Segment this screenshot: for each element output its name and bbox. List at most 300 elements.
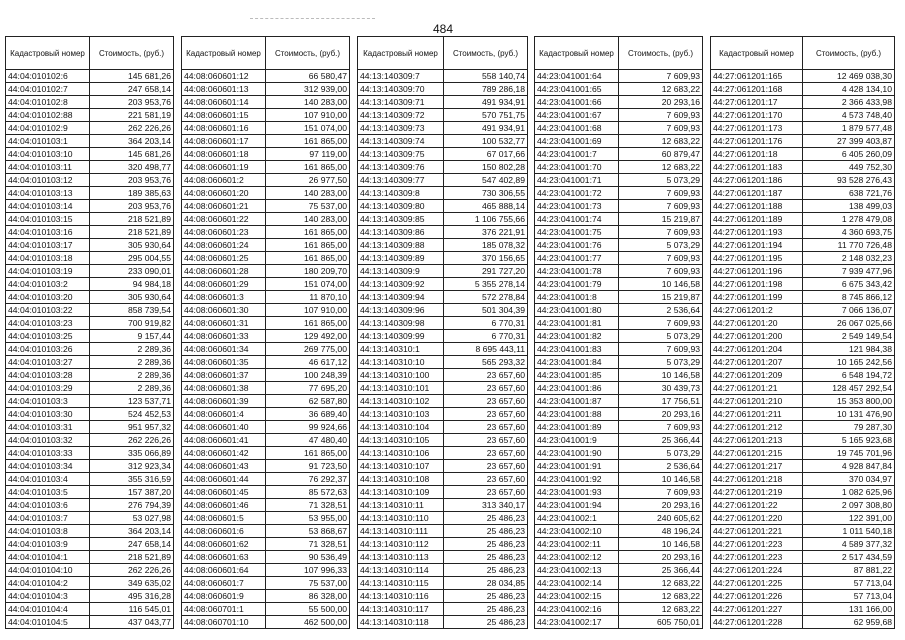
table-row <box>711 590 895 603</box>
cadastral-number: 44:04:010103:16 <box>6 226 90 239</box>
cost-value: 140 283,00 <box>266 96 350 109</box>
cadastral-number: 44:27:061201:218 <box>711 473 803 486</box>
table-row <box>6 226 174 239</box>
table-row <box>711 538 895 551</box>
cadastral-number: 44:27:061201:168 <box>711 83 803 96</box>
table-row <box>711 460 895 473</box>
table-row <box>182 434 350 447</box>
table-row <box>358 564 528 577</box>
cadastral-number: 44:23:041001:66 <box>535 96 619 109</box>
table-row <box>711 408 895 421</box>
cost-value: 116 545,01 <box>90 603 174 616</box>
cost-value: 180 209,70 <box>266 265 350 278</box>
cadastral-number: 44:13:140310:113 <box>358 551 444 564</box>
cost-value: 76 292,37 <box>266 473 350 486</box>
cadastral-number: 44:23:041001:88 <box>535 408 619 421</box>
cost-value: 20 293,16 <box>619 499 703 512</box>
table-row <box>6 83 174 96</box>
cost-value: 7 609,93 <box>619 70 703 83</box>
cadastral-number: 44:04:010104:1 <box>6 551 90 564</box>
table-row <box>182 109 350 122</box>
table-row <box>6 395 174 408</box>
table-row <box>711 291 895 304</box>
cadastral-table-4 <box>534 36 703 629</box>
cadastral-number: 44:04:010103:25 <box>6 330 90 343</box>
table-row <box>358 343 528 356</box>
cost-value: 5 073,29 <box>619 330 703 343</box>
cost-value: 313 340,17 <box>444 499 528 512</box>
cadastral-number: 44:23:041001:89 <box>535 421 619 434</box>
cost-value: 100 532,77 <box>444 135 528 148</box>
table-row <box>182 70 350 83</box>
table-row <box>711 70 895 83</box>
cadastral-number: 44:08:060601:43 <box>182 460 266 473</box>
cost-value: 1 082 625,96 <box>803 486 895 499</box>
cost-value: 335 066,89 <box>90 447 174 460</box>
cost-value: 262 226,26 <box>90 122 174 135</box>
cadastral-number: 44:04:010103:22 <box>6 304 90 317</box>
cadastral-number: 44:08:060601:41 <box>182 434 266 447</box>
table-row <box>182 122 350 135</box>
table-row <box>711 577 895 590</box>
cost-value: 10 146,58 <box>619 369 703 382</box>
cost-value: 6 405 260,09 <box>803 148 895 161</box>
cost-value: 11 870,10 <box>266 291 350 304</box>
cost-value: 6 548 194,72 <box>803 369 895 382</box>
table-row <box>358 577 528 590</box>
header-row <box>6 37 174 70</box>
table-row <box>711 213 895 226</box>
cadastral-number: 44:08:060601:21 <box>182 200 266 213</box>
cadastral-number: 44:13:140310:10 <box>358 356 444 369</box>
table-row <box>358 395 528 408</box>
cadastral-number: 44:27:061201:170 <box>711 109 803 122</box>
cadastral-number: 44:23:041001:86 <box>535 382 619 395</box>
cost-value: 71 328,51 <box>266 538 350 551</box>
cadastral-number: 44:13:140310:117 <box>358 603 444 616</box>
table-row <box>711 343 895 356</box>
table-row <box>358 473 528 486</box>
table-row <box>182 486 350 499</box>
cadastral-number: 44:04:010103:30 <box>6 408 90 421</box>
table-row <box>535 460 703 473</box>
cadastral-number: 44:04:010102:6 <box>6 70 90 83</box>
header-row <box>535 37 703 70</box>
cadastral-number: 44:13:140310:104 <box>358 421 444 434</box>
cost-value: 2 536,64 <box>619 460 703 473</box>
cost-value: 27 399 403,87 <box>803 135 895 148</box>
cost-value: 218 521,89 <box>90 226 174 239</box>
cadastral-number: 44:27:061201:217 <box>711 460 803 473</box>
cost-value: 547 402,89 <box>444 174 528 187</box>
table-row <box>711 421 895 434</box>
table-row <box>358 382 528 395</box>
cadastral-number: 44:27:061201:196 <box>711 265 803 278</box>
cadastral-number: 44:13:140309:72 <box>358 109 444 122</box>
table-row <box>6 603 174 616</box>
table-row <box>358 460 528 473</box>
cost-value: 23 657,60 <box>444 434 528 447</box>
table-row <box>535 499 703 512</box>
cadastral-number: 44:23:041001:70 <box>535 161 619 174</box>
cadastral-number: 44:13:140310:107 <box>358 460 444 473</box>
table-row <box>535 616 703 629</box>
table-row <box>535 135 703 148</box>
cost-value: 99 924,66 <box>266 421 350 434</box>
cadastral-number: 44:23:041001:71 <box>535 174 619 187</box>
cost-value: 15 219,87 <box>619 213 703 226</box>
cost-value: 138 499,03 <box>803 200 895 213</box>
table-row <box>6 70 174 83</box>
table-row <box>6 577 174 590</box>
cost-value: 12 683,22 <box>619 161 703 174</box>
cost-value: 25 486,23 <box>444 603 528 616</box>
cost-value: 12 683,22 <box>619 83 703 96</box>
cost-value: 161 865,00 <box>266 135 350 148</box>
cost-value: 10 165 242,56 <box>803 356 895 369</box>
table-row <box>711 148 895 161</box>
cadastral-number: 44:08:060601:34 <box>182 343 266 356</box>
cadastral-number: 44:04:010103:9 <box>6 538 90 551</box>
table-row <box>358 70 528 83</box>
table-row <box>6 252 174 265</box>
cost-value: 12 683,22 <box>619 577 703 590</box>
cadastral-number: 44:27:061201:188 <box>711 200 803 213</box>
cost-value: 150 802,28 <box>444 161 528 174</box>
cadastral-number: 44:04:010103:14 <box>6 200 90 213</box>
table-row <box>535 83 703 96</box>
cadastral-number: 44:23:041001:9 <box>535 434 619 447</box>
cadastral-table-2 <box>181 36 350 629</box>
cadastral-number: 44:27:061201:224 <box>711 564 803 577</box>
table-row <box>6 447 174 460</box>
table-row <box>358 551 528 564</box>
cadastral-number: 44:13:140310:118 <box>358 616 444 629</box>
cost-value: 62 587,80 <box>266 395 350 408</box>
cadastral-number: 44:08:060601:28 <box>182 265 266 278</box>
cadastral-number: 44:13:140309:7 <box>358 70 444 83</box>
cost-value: 7 609,93 <box>619 317 703 330</box>
cost-value: 491 934,91 <box>444 96 528 109</box>
cost-value: 218 521,89 <box>90 213 174 226</box>
cadastral-table-1 <box>5 36 174 629</box>
cadastral-number: 44:08:060701:1 <box>182 603 266 616</box>
cadastral-number: 44:08:060601:3 <box>182 291 266 304</box>
cadastral-number: 44:08:060601:18 <box>182 148 266 161</box>
table-row <box>711 369 895 382</box>
cost-value: 87 881,22 <box>803 564 895 577</box>
header-row <box>358 37 528 70</box>
cadastral-number: 44:13:140310:114 <box>358 564 444 577</box>
cost-value: 12 683,22 <box>619 135 703 148</box>
cadastral-number: 44:23:041001:87 <box>535 395 619 408</box>
table-row <box>535 122 703 135</box>
header-cost: Стоимость, (руб.) <box>90 37 174 70</box>
table-row <box>358 538 528 551</box>
table-row <box>711 356 895 369</box>
cost-value: 129 492,00 <box>266 330 350 343</box>
header-row <box>711 37 895 70</box>
table-row <box>358 252 528 265</box>
cadastral-number: 44:23:041001:93 <box>535 486 619 499</box>
cadastral-number: 44:27:061201:193 <box>711 226 803 239</box>
cost-value: 7 609,93 <box>619 109 703 122</box>
cost-value: 605 750,01 <box>619 616 703 629</box>
cost-value: 565 293,32 <box>444 356 528 369</box>
cadastral-number: 44:13:140309:85 <box>358 213 444 226</box>
table-row <box>711 187 895 200</box>
cadastral-number: 44:04:010103:33 <box>6 447 90 460</box>
cadastral-number: 44:27:061201:198 <box>711 278 803 291</box>
cost-value: 161 865,00 <box>266 161 350 174</box>
cadastral-number: 44:13:140309:8 <box>358 187 444 200</box>
table-row <box>711 135 895 148</box>
cost-value: 25 486,23 <box>444 564 528 577</box>
cost-value: 4 589 377,32 <box>803 538 895 551</box>
table-row <box>6 460 174 473</box>
table-row <box>535 291 703 304</box>
table-row <box>6 317 174 330</box>
cost-value: 5 073,29 <box>619 447 703 460</box>
cost-value: 218 521,89 <box>90 551 174 564</box>
cadastral-number: 44:27:061201:194 <box>711 239 803 252</box>
table-row <box>182 382 350 395</box>
cadastral-number: 44:04:010103:18 <box>6 252 90 265</box>
table-row <box>182 512 350 525</box>
table-row <box>182 421 350 434</box>
table-row <box>182 148 350 161</box>
cost-value: 86 328,00 <box>266 590 350 603</box>
cadastral-number: 44:08:060601:13 <box>182 83 266 96</box>
table-row <box>711 200 895 213</box>
cadastral-number: 44:27:061201:22 <box>711 499 803 512</box>
cadastral-number: 44:23:041002:15 <box>535 590 619 603</box>
cost-value: 75 537,00 <box>266 200 350 213</box>
table-row <box>6 473 174 486</box>
cadastral-number: 44:13:140309:9 <box>358 265 444 278</box>
cadastral-number: 44:04:010103:4 <box>6 473 90 486</box>
cadastral-number: 44:04:010103:11 <box>6 161 90 174</box>
table-row <box>535 109 703 122</box>
cost-value: 4 928 847,84 <box>803 460 895 473</box>
cadastral-number: 44:13:140309:94 <box>358 291 444 304</box>
cadastral-number: 44:08:060601:14 <box>182 96 266 109</box>
cadastral-number: 44:27:061201:189 <box>711 213 803 226</box>
table-row <box>535 213 703 226</box>
cost-value: 107 996,33 <box>266 564 350 577</box>
table-row <box>358 304 528 317</box>
table-row <box>6 278 174 291</box>
table-row <box>358 109 528 122</box>
cost-value: 8 745 866,12 <box>803 291 895 304</box>
cost-value: 53 868,67 <box>266 525 350 538</box>
cadastral-number: 44:23:041001:94 <box>535 499 619 512</box>
cadastral-number: 44:23:041001:92 <box>535 473 619 486</box>
table-row <box>711 122 895 135</box>
cost-value: 25 366,44 <box>619 564 703 577</box>
cost-value: 376 221,91 <box>444 226 528 239</box>
cost-value: 12 683,22 <box>619 590 703 603</box>
cost-value: 25 486,23 <box>444 525 528 538</box>
cost-value: 203 953,76 <box>90 200 174 213</box>
cadastral-number: 44:13:140310:116 <box>358 590 444 603</box>
cost-value: 203 953,76 <box>90 174 174 187</box>
cadastral-number: 44:08:060601:15 <box>182 109 266 122</box>
table-row <box>6 96 174 109</box>
cadastral-number: 44:23:041002:12 <box>535 551 619 564</box>
table-row <box>711 525 895 538</box>
cost-value: 2 097 308,80 <box>803 499 895 512</box>
table-row <box>358 499 528 512</box>
cost-value: 55 500,00 <box>266 603 350 616</box>
cadastral-number: 44:04:010103:27 <box>6 356 90 369</box>
cadastral-number: 44:23:041001:68 <box>535 122 619 135</box>
cost-value: 28 034,85 <box>444 577 528 590</box>
cadastral-number: 44:27:061201:204 <box>711 343 803 356</box>
table-row <box>182 317 350 330</box>
cost-value: 449 752,30 <box>803 161 895 174</box>
cadastral-number: 44:23:041001:81 <box>535 317 619 330</box>
cadastral-number: 44:04:010102:88 <box>6 109 90 122</box>
cost-value: 145 681,26 <box>90 70 174 83</box>
cost-value: 221 581,19 <box>90 109 174 122</box>
cadastral-number: 44:08:060601:64 <box>182 564 266 577</box>
cost-value: 349 635,02 <box>90 577 174 590</box>
table-row <box>182 252 350 265</box>
cadastral-number: 44:08:060601:19 <box>182 161 266 174</box>
top-rule <box>250 18 375 19</box>
cost-value: 2 366 433,98 <box>803 96 895 109</box>
cost-value: 638 721,76 <box>803 187 895 200</box>
cost-value: 46 617,12 <box>266 356 350 369</box>
cadastral-number: 44:13:140309:71 <box>358 96 444 109</box>
cadastral-number: 44:04:010103:10 <box>6 148 90 161</box>
cadastral-number: 44:27:061201:20 <box>711 317 803 330</box>
cost-value: 19 745 701,96 <box>803 447 895 460</box>
cadastral-number: 44:13:140309:92 <box>358 278 444 291</box>
table-row <box>6 590 174 603</box>
table-row <box>182 200 350 213</box>
header-cadastral: Кадастровый номер <box>182 37 266 70</box>
cadastral-number: 44:13:140309:96 <box>358 304 444 317</box>
cadastral-number: 44:27:061201:207 <box>711 356 803 369</box>
cadastral-number: 44:27:061201:209 <box>711 369 803 382</box>
table-row <box>182 343 350 356</box>
cost-value: 491 934,91 <box>444 122 528 135</box>
table-row <box>358 96 528 109</box>
cadastral-number: 44:27:061201:2 <box>711 304 803 317</box>
cadastral-number: 44:27:061201:228 <box>711 616 803 629</box>
cost-value: 48 196,24 <box>619 525 703 538</box>
cadastral-number: 44:04:010104:10 <box>6 564 90 577</box>
cadastral-number: 44:04:010104:3 <box>6 590 90 603</box>
cadastral-number: 44:04:010104:2 <box>6 577 90 590</box>
cadastral-number: 44:23:041001:83 <box>535 343 619 356</box>
cost-value: 203 953,76 <box>90 96 174 109</box>
table-row <box>711 382 895 395</box>
table-row <box>182 408 350 421</box>
table-row <box>6 291 174 304</box>
cost-value: 7 609,93 <box>619 252 703 265</box>
table-row <box>6 369 174 382</box>
cost-value: 57 713,04 <box>803 577 895 590</box>
cadastral-number: 44:08:060601:5 <box>182 512 266 525</box>
cost-value: 2 289,36 <box>90 343 174 356</box>
table-row <box>182 278 350 291</box>
cadastral-number: 44:23:041001:90 <box>535 447 619 460</box>
cost-value: 47 480,40 <box>266 434 350 447</box>
cost-value: 789 286,18 <box>444 83 528 96</box>
cadastral-number: 44:13:140310:111 <box>358 525 444 538</box>
cadastral-number: 44:23:041001:73 <box>535 200 619 213</box>
header-cadastral: Кадастровый номер <box>535 37 619 70</box>
cost-value: 91 723,50 <box>266 460 350 473</box>
table-row <box>711 239 895 252</box>
table-row <box>535 590 703 603</box>
cadastral-number: 44:23:041001:78 <box>535 265 619 278</box>
table-row <box>535 473 703 486</box>
cost-value: 128 457 292,54 <box>803 382 895 395</box>
cost-value: 77 695,20 <box>266 382 350 395</box>
table-row <box>711 616 895 629</box>
table-row <box>711 473 895 486</box>
cost-value: 53 027,98 <box>90 512 174 525</box>
table-row <box>358 278 528 291</box>
table-row <box>535 447 703 460</box>
table-row <box>358 200 528 213</box>
cadastral-number: 44:23:041002:13 <box>535 564 619 577</box>
cost-value: 107 910,00 <box>266 304 350 317</box>
cost-value: 2 289,36 <box>90 369 174 382</box>
cost-value: 10 131 476,90 <box>803 408 895 421</box>
cost-value: 370 034,97 <box>803 473 895 486</box>
cost-value: 495 316,28 <box>90 590 174 603</box>
cadastral-table-3 <box>357 36 528 629</box>
cost-value: 1 278 479,08 <box>803 213 895 226</box>
table-row <box>711 96 895 109</box>
cadastral-number: 44:23:041001:80 <box>535 304 619 317</box>
cost-value: 23 657,60 <box>444 408 528 421</box>
cost-value: 12 683,22 <box>619 603 703 616</box>
table-row <box>182 538 350 551</box>
table-row <box>535 603 703 616</box>
cost-value: 10 146,58 <box>619 278 703 291</box>
table-row <box>182 174 350 187</box>
cost-value: 247 658,14 <box>90 538 174 551</box>
table-row <box>535 343 703 356</box>
cadastral-number: 44:23:041002:16 <box>535 603 619 616</box>
table-row <box>535 421 703 434</box>
table-row <box>358 187 528 200</box>
cadastral-number: 44:08:060601:30 <box>182 304 266 317</box>
cadastral-number: 44:08:060601:44 <box>182 473 266 486</box>
cadastral-number: 44:23:041001:84 <box>535 356 619 369</box>
table-row <box>358 356 528 369</box>
cadastral-number: 44:23:041001:7 <box>535 148 619 161</box>
cost-value: 161 865,00 <box>266 252 350 265</box>
cadastral-number: 44:13:140310:115 <box>358 577 444 590</box>
table-row <box>182 473 350 486</box>
table-row <box>6 382 174 395</box>
table-row <box>535 252 703 265</box>
table-row <box>6 616 174 629</box>
table-row <box>182 96 350 109</box>
cadastral-number: 44:08:060601:6 <box>182 525 266 538</box>
cost-value: 295 004,55 <box>90 252 174 265</box>
cost-value: 312 923,34 <box>90 460 174 473</box>
cadastral-number: 44:27:061201:211 <box>711 408 803 421</box>
table-row <box>535 408 703 421</box>
